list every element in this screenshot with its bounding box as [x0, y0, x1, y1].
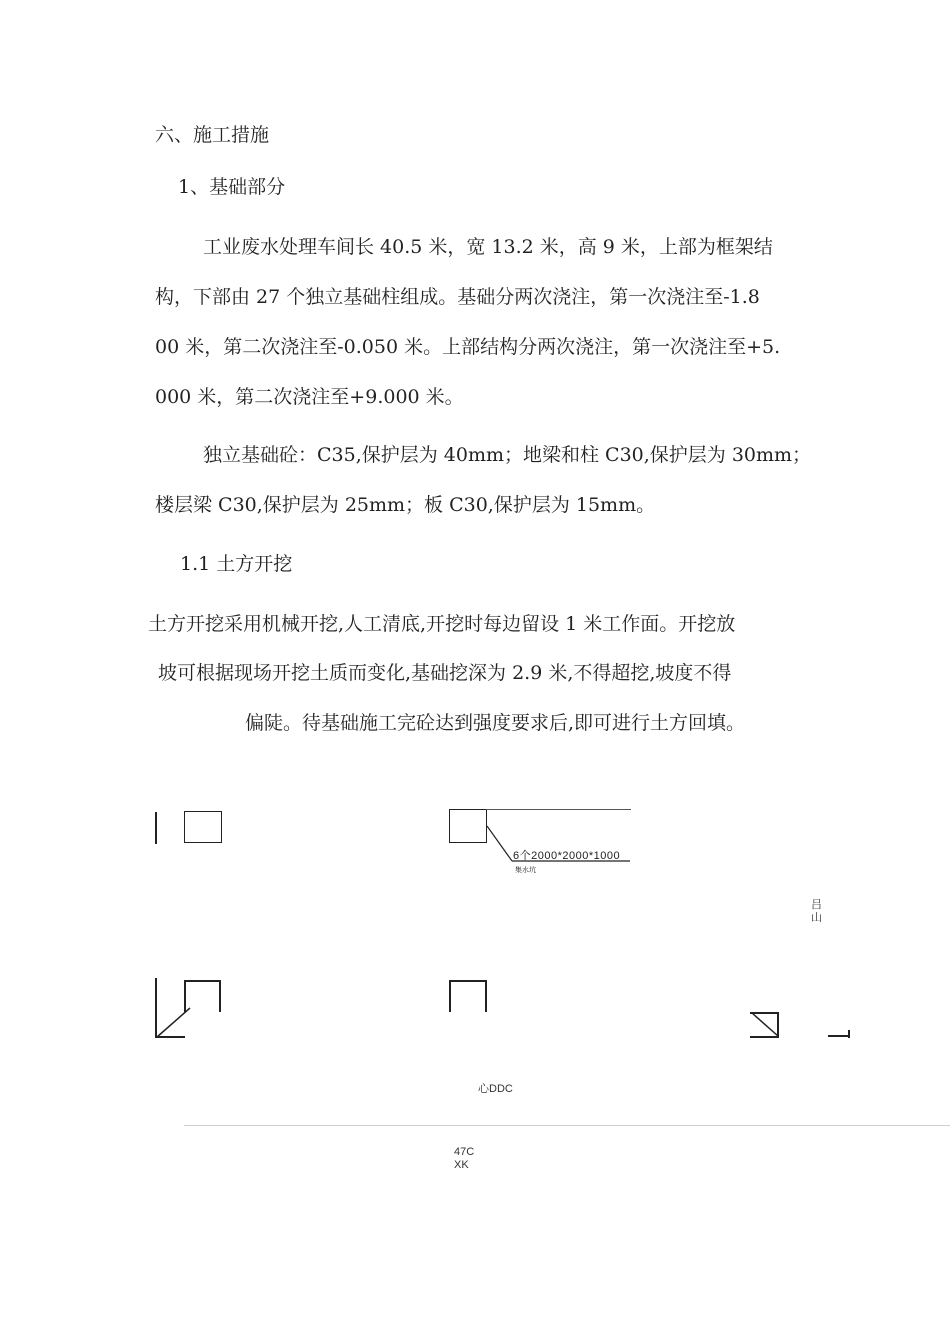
- sump-pit-outline: [449, 809, 487, 843]
- drawing-line: [485, 980, 487, 1012]
- subsection-heading-earthwork: 1.1 土方开挖: [180, 553, 293, 575]
- drawing-line: [750, 1036, 779, 1038]
- paragraph-line: 土方开挖采用机械开挖,人工清底,开挖时每边留设 1 米工作面。开挖放: [148, 613, 736, 635]
- bottom-label: XK: [454, 1159, 469, 1171]
- drawing-line: [848, 1030, 850, 1038]
- sump-pit-callout: 6个2000*2000*1000: [513, 850, 621, 862]
- center-label: 心DDC: [478, 1083, 513, 1095]
- horizontal-rule: [184, 1125, 950, 1126]
- paragraph-line: 楼层梁 C30,保护层为 25mm；板 C30,保护层为 15mm。: [155, 494, 656, 516]
- bottom-label: 47C: [454, 1146, 475, 1158]
- paragraph-line: 偏陡。待基础施工完砼达到强度要求后,即可进行土方回填。: [245, 712, 746, 734]
- section-heading: 六、施工措施: [155, 124, 270, 146]
- drawing-line: [828, 1035, 850, 1037]
- foundation-pit-outline: [184, 811, 222, 843]
- paragraph-line: 坡可根据现场开挖土质而变化,基础挖深为 2.9 米,不得超挖,坡度不得: [158, 662, 732, 684]
- drawing-edge-line: [486, 809, 631, 810]
- drawing-line: [777, 1012, 779, 1038]
- drawing-line: [184, 980, 221, 982]
- paragraph-line: 工业废水处理车间长 40.5 米，宽 13.2 米，高 9 米，上部为框架结: [203, 236, 773, 258]
- drawing-line: [184, 980, 186, 1012]
- paragraph-line: 独立基础砼：C35,保护层为 40mm；地梁和柱 C30,保护层为 30mm；: [203, 444, 812, 466]
- drawing-line: [155, 812, 157, 844]
- drawing-line: [219, 980, 221, 1012]
- drawing-line: [750, 1012, 778, 1014]
- side-label: 山: [811, 912, 822, 924]
- paragraph-line: 构，下部由 27 个独立基础柱组成。基础分两次浇注，第一次浇注至-1.8: [155, 286, 760, 308]
- paragraph-line: 000 米，第二次浇注至+9.000 米。: [155, 386, 464, 408]
- paragraph-line: 00 米，第二次浇注至-0.050 米。上部结构分两次浇注，第一次浇注至+5.: [155, 336, 781, 358]
- drawing-line: [449, 980, 487, 982]
- drawing-line: [155, 1036, 185, 1038]
- drawing-line: [155, 978, 157, 1038]
- drawing-line: [449, 980, 451, 1012]
- sump-pit-callout-subtitle: 集水坑: [515, 866, 536, 874]
- side-label: 吕: [811, 899, 822, 911]
- subsection-heading-foundation: 1、基础部分: [178, 176, 286, 198]
